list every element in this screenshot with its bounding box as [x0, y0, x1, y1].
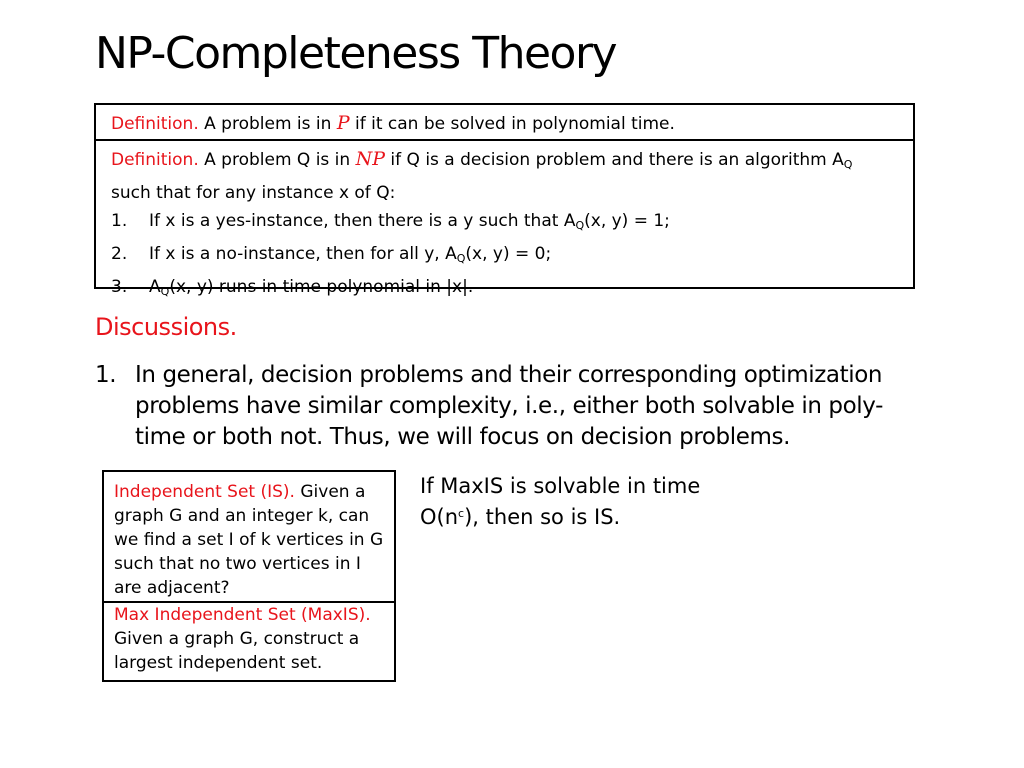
note-pre: O(n: [420, 505, 459, 529]
np-definition-pre: A problem Q is in: [204, 150, 351, 170]
p-class-symbol: P: [336, 112, 350, 134]
np-class-symbol: NP: [355, 148, 386, 170]
np-definition: [96, 141, 913, 306]
p-definition: [96, 105, 913, 141]
discussion-text: In general, decision problems and their corresponding optimization problems have similar complexity, i.e., either both solvable in poly-time or both not. Thus, we will focus on decision problems.: [135, 362, 883, 450]
np-condition-sub: Q: [575, 219, 585, 232]
is-problem: [104, 472, 394, 603]
np-definition-post: if Q is a decision problem and there is an algorithm A: [390, 150, 844, 170]
maxis-problem-label: Max Independent Set (MaxIS).: [114, 605, 371, 625]
np-condition-pre: A: [149, 277, 161, 297]
note-sup: c: [458, 507, 465, 520]
np-condition-sub: Q: [456, 252, 466, 265]
discussion-item: [95, 360, 915, 453]
discussion-list: [95, 360, 915, 453]
np-condition-post: (x, y) runs in time polynomial in |x|.: [169, 277, 474, 297]
np-condition-number: 3.: [111, 277, 128, 297]
np-condition-item: [111, 273, 913, 306]
np-condition-post: (x, y) = 1;: [584, 211, 670, 231]
discussions-heading: Discussions.: [95, 313, 237, 341]
maxis-problem-text: Given a graph G, construct a largest independent set.: [114, 629, 360, 673]
np-condition-number: 1.: [111, 211, 128, 231]
np-condition-item: [111, 240, 913, 273]
np-condition-pre: If x is a no-instance, then for all y, A: [149, 244, 457, 264]
np-condition-pre: If x is a yes-instance, then there is a y such that A: [149, 211, 576, 231]
np-definition-label: Definition.: [111, 150, 199, 170]
discussion-number: 1.: [95, 362, 117, 388]
np-condition-item: [111, 207, 913, 240]
np-condition-post: (x, y) = 0;: [465, 244, 552, 264]
definition-box: [94, 103, 915, 298]
p-definition-pre: A problem is in: [204, 114, 332, 134]
p-definition-label: Definition.: [111, 114, 199, 134]
maxis-problem: [104, 603, 394, 675]
np-condition-sub: Q: [160, 285, 170, 298]
note-line1: If MaxIS is solvable in time: [420, 474, 701, 498]
is-problem-label: Independent Set (IS).: [114, 482, 295, 502]
np-definition-line2: such that for any instance x of Q:: [111, 183, 396, 203]
is-problem-text: Given a graph G and an integer k, can we find a set I of k vertices in G such that no two vertices in I are adjacent?: [114, 482, 384, 598]
reduction-note: [420, 472, 740, 531]
note-line2: [420, 500, 740, 531]
note-post: ), then so is IS.: [464, 505, 621, 529]
np-condition-number: 2.: [111, 244, 128, 264]
np-definition-line1: [111, 145, 913, 179]
slide-title: NP-Completeness Theory: [95, 28, 617, 79]
p-definition-post: if it can be solved in polynomial time.: [355, 114, 675, 134]
problem-box: [102, 470, 396, 682]
np-definition-post-sub: Q: [843, 158, 853, 171]
